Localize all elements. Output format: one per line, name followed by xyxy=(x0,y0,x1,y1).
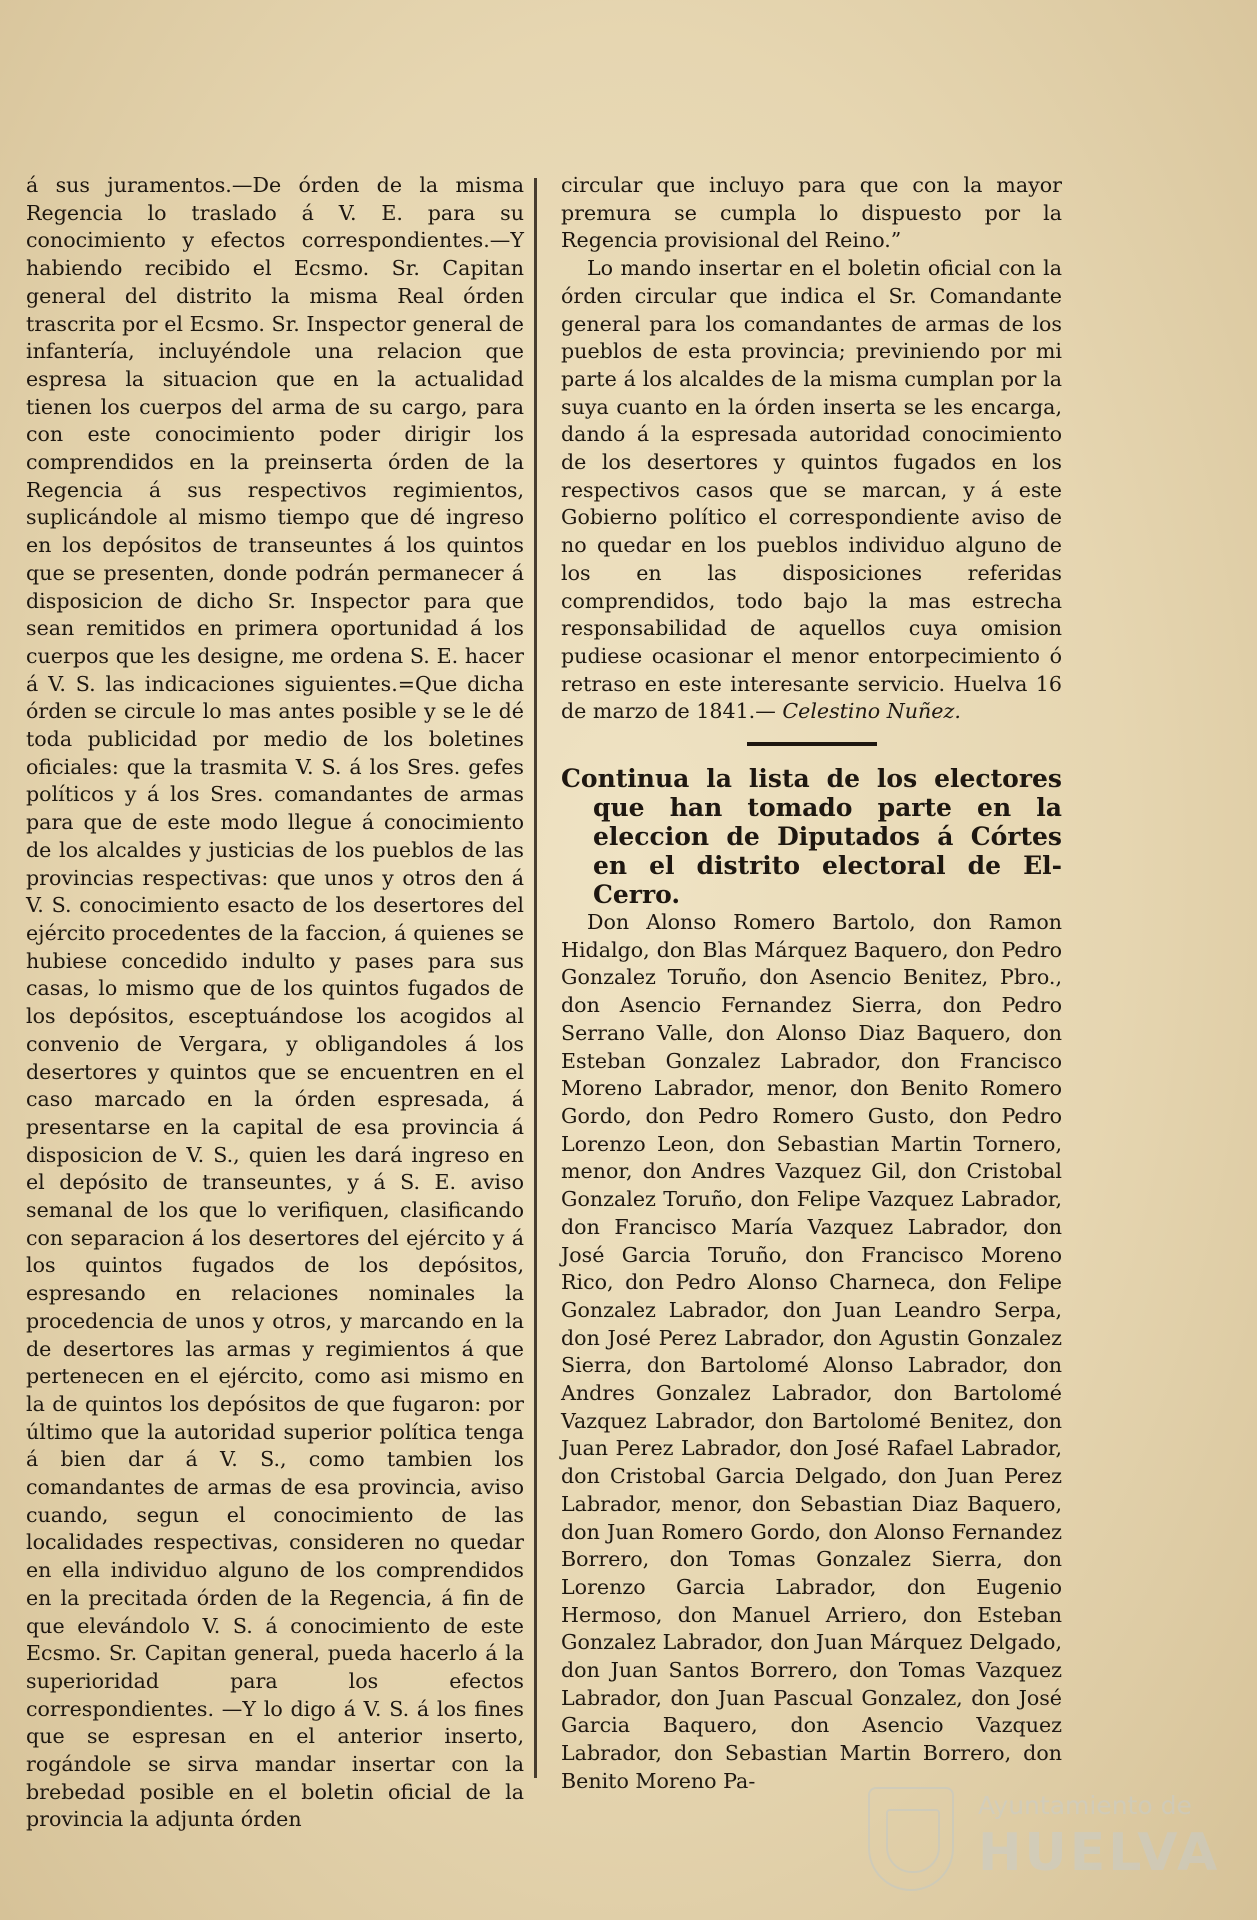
coat-of-arms-icon xyxy=(868,1787,954,1891)
section-heading: Continua la lista de los electores que han tomado parte en la eleccion de Diputados á Córtes en el distrito electoral de El-Cerro. xyxy=(561,764,1062,910)
left-column-text: á sus juramentos.—De órden de la misma Regencia lo traslado á V. E. para su conocimiento y efectos correspondientes.—Y habiendo recibido el Ecsmo. Sr. Capitan general del distrito la misma Real órden trascrita por el Ecsmo. Sr. Inspector general de infantería, incluyéndole una relacion que espresa la situacion que en la actualidad tienen los cuerpos del arma de su cargo, para con este conocimiento poder dirigir los comprendidos en la preinserta órden de la Regencia á sus respectivos regimientos, suplicándole al mismo tiempo que dé ingreso en los depósitos de transeuntes á los quintos que se presenten, donde podrán permanecer á disposicion de dicho Sr. Inspector para que sean remitidos en primera oportunidad á los cuerpos que les designe, me ordena S. E. hacer á V. S. las indicaciones siguientes.=Que dicha órden se circule lo mas antes posible y se le dé toda publicidad por medio de los boletines oficiales: que la trasmita V. S. á los Sres. gefes políticos y á los Sres. comandantes de armas para que de este modo llegue á conocimiento de los alcaldes y justicias de los pueblos de las provincias respectivas: que unos y otros den á V. S. conocimiento esacto de los desertores del ejército procedentes de la faccion, á quienes se hubiese concedido indulto y pases para sus casas, lo mismo que de los quintos fugados de los depósitos, esceptuándose los acogidos al convenio de Vergara, y obligandoles á los desertores y quintos que se encuentren en el caso marcado en la órden espresada, á presentarse en la capital de esa provincia á disposicion de V. S., quien les dará ingreso en el depósito de transeuntes, y á S. E. aviso semanal de los que lo verifiquen, clasificando con separacion á los desertores del ejército y á los quintos fugados de los depósitos, espresando en relaciones nominales la procedencia de unos y otros, y marcando en la de desertores las armas y regimientos á que pertenecen en el ejército, como asi mismo en la de quintos los depósitos de que fugaron: por último que la autoridad superior política tenga á bien dar á V. S., como tambien los comandantes de armas de esa provincia, aviso cuando, segun el conocimiento de las localidades respectivas, consideren no quedar en ella individuo alguno de los comprendidos en la precitada órden de la Regencia, á fin de que elevándolo V. S. á conocimiento de este Ecsmo. Sr. Capitan general, pueda hacerlo á la superioridad para los efectos correspondientes. —Y lo digo á V. S. á los fines que se espresan en el anterior inserto, rogándole se sirva mandar insertar con la brebedad posible en el boletin oficial de la provincia la adjunta órden xyxy=(26,173,524,1832)
governor-order-text: Lo mando insertar en el boletin oficial con la órden circular que indica el Sr. Comandante general para los comandantes de armas de los pueblos de esta provincia; previniendo por mi parte á los alcaldes de la misma cumplan por la suya cuanto en la órden inserta se les encarga, dando á la espresada autoridad conocimiento de los desertores y quintos fugados en los respectivos casos que se marcan, y á este Gobierno político el correspondiente aviso de no quedar en los pueblos individuo alguno de los en las disposiciones referidas comprendidos, todo bajo la mas estrecha responsabilidad de aquellos cuya omision pudiese ocasionar el menor entorpecimiento ó retraso en este interesante servicio. Huelva 16 de marzo de 1841.— xyxy=(561,256,1062,724)
left-column xyxy=(26,172,524,1834)
circular-continuation: circular que incluyo para que con la mayor premura se cumpla lo dispuesto por la Regencia provisional del Reino.” xyxy=(561,173,1062,253)
column-divider xyxy=(534,178,537,1778)
electors-list: Don Alonso Romero Bartolo, don Ramon Hidalgo, don Blas Márquez Baquero, don Pedro Gonzalez Toruño, don Asencio Benitez, Pbro., don Asencio Fernandez Sierra, don Pedro Serrano Valle, don Alonso Diaz Baquero, don Esteban Gonzalez Labrador, don Francisco Moreno Labrador, menor, don Benito Romero Gordo, don Pedro Romero Gusto, don Pedro Lorenzo Leon, don Sebastian Martin Tornero, menor, don Andres Vazquez Gil, don Cristobal Gonzalez Toruño, don Felipe Vazquez Labrador, don Francisco María Vazquez Labrador, don José Garcia Toruño, don Francisco Moreno Rico, don Pedro Alonso Charneca, don Felipe Gonzalez Labrador, don Juan Leandro Serpa, don José Perez Labrador, don Agustin Gonzalez Sierra, don Bartolomé Alonso Labrador, don Andres Gonzalez Labrador, don Bartolomé Vazquez Labrador, don Bartolomé Benitez, don Juan Perez Labrador, don José Rafael Labrador, don Cristobal Garcia Delgado, don Juan Perez Labrador, menor, don Sebastian Diaz Baquero, don Juan Romero Gordo, don Alonso Fernandez Borrero, don Tomas Gonzalez Sierra, don Lorenzo Garcia Labrador, don Eugenio Hermoso, don Manuel Arriero, don Esteban Gonzalez Labrador, don Juan Márquez Delgado, don Juan Santos Borrero, don Tomas Vazquez Labrador, don Juan Pascual Gonzalez, don José Garcia Baquero, don Asencio Vazquez Labrador, don Sebastian Martin Borrero, don Benito Moreno Pa- xyxy=(561,910,1062,1793)
watermark-line1: Ayuntamiento de xyxy=(978,1791,1192,1820)
governor-order-paragraph xyxy=(561,255,1062,726)
signature: Celestino Nuñez. xyxy=(782,699,961,724)
watermark xyxy=(868,1785,1221,1900)
right-column xyxy=(561,172,1062,1796)
watermark-line2: HUELVA xyxy=(978,1823,1221,1883)
section-rule xyxy=(747,742,877,746)
